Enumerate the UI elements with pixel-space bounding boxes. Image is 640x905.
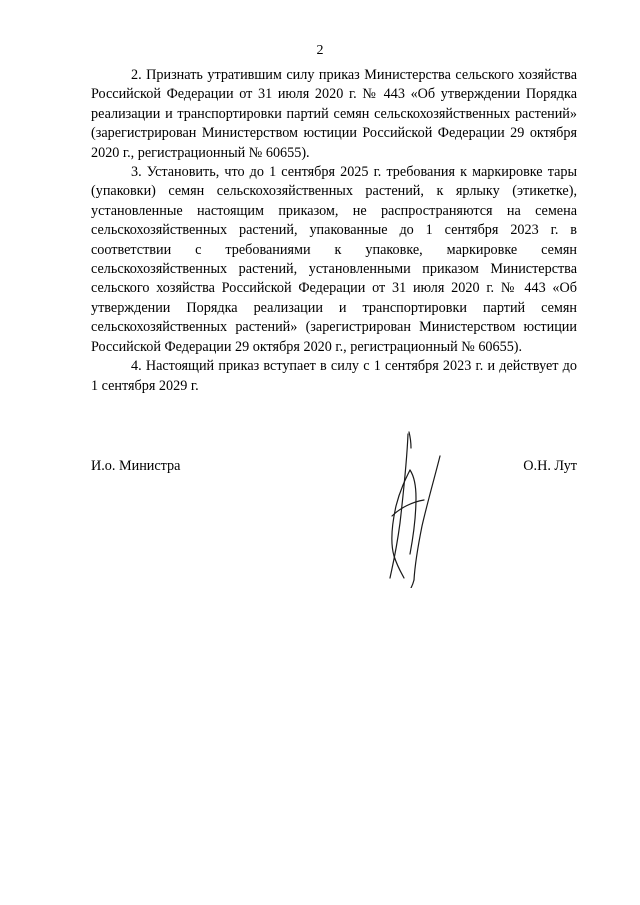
handwritten-signature-icon [380, 428, 460, 588]
paragraph-4: 4. Настоящий приказ вступает в силу с 1 сентября 2023 г. и действует до 1 сентября 2029 г. [91, 358, 577, 394]
paragraph-3: 3. Установить, что до 1 сентября 2025 г. требования к маркировке тары (упаковки) семян сельскохозяйственных растений, к ярлыку (этикетке), установленные настоящим приказом, не распространяются на семена сельскохозяйственных растений, упакованные до 1 сентября 2023 г. в соответствии с требованиями к упаковке, маркировке семян сельскохозяйственных растений, установленными приказом Министерства сельского хозяйства Российской Федерации от 31 июля 2020 г. № 443 «Об утверждении Порядка реализации и транспортировки партий семян сельскохозяйственных растений» (зарегистрирован Министерством юстиции Российской Федерации 29 октября 2020 г., регистрационный № 60655). [91, 164, 577, 355]
paragraph-2: 2. Признать утратившим силу приказ Министерства сельского хозяйства Российской Федерации от 31 июля 2020 г. № 443 «Об утверждении Порядка реализации и транспортировки партий семян сельскохозяйственных растений» (зарегистрирован Министерством юстиции Российской Федерации 29 октября 2020 г., регистрационный № 60655). [91, 67, 577, 161]
signatory-name: О.Н. Лут [523, 458, 577, 474]
signatory-title: И.о. Министра [91, 458, 181, 474]
document-body [91, 66, 577, 396]
signature-block [91, 456, 577, 478]
page-number: 2 [316, 43, 324, 58]
